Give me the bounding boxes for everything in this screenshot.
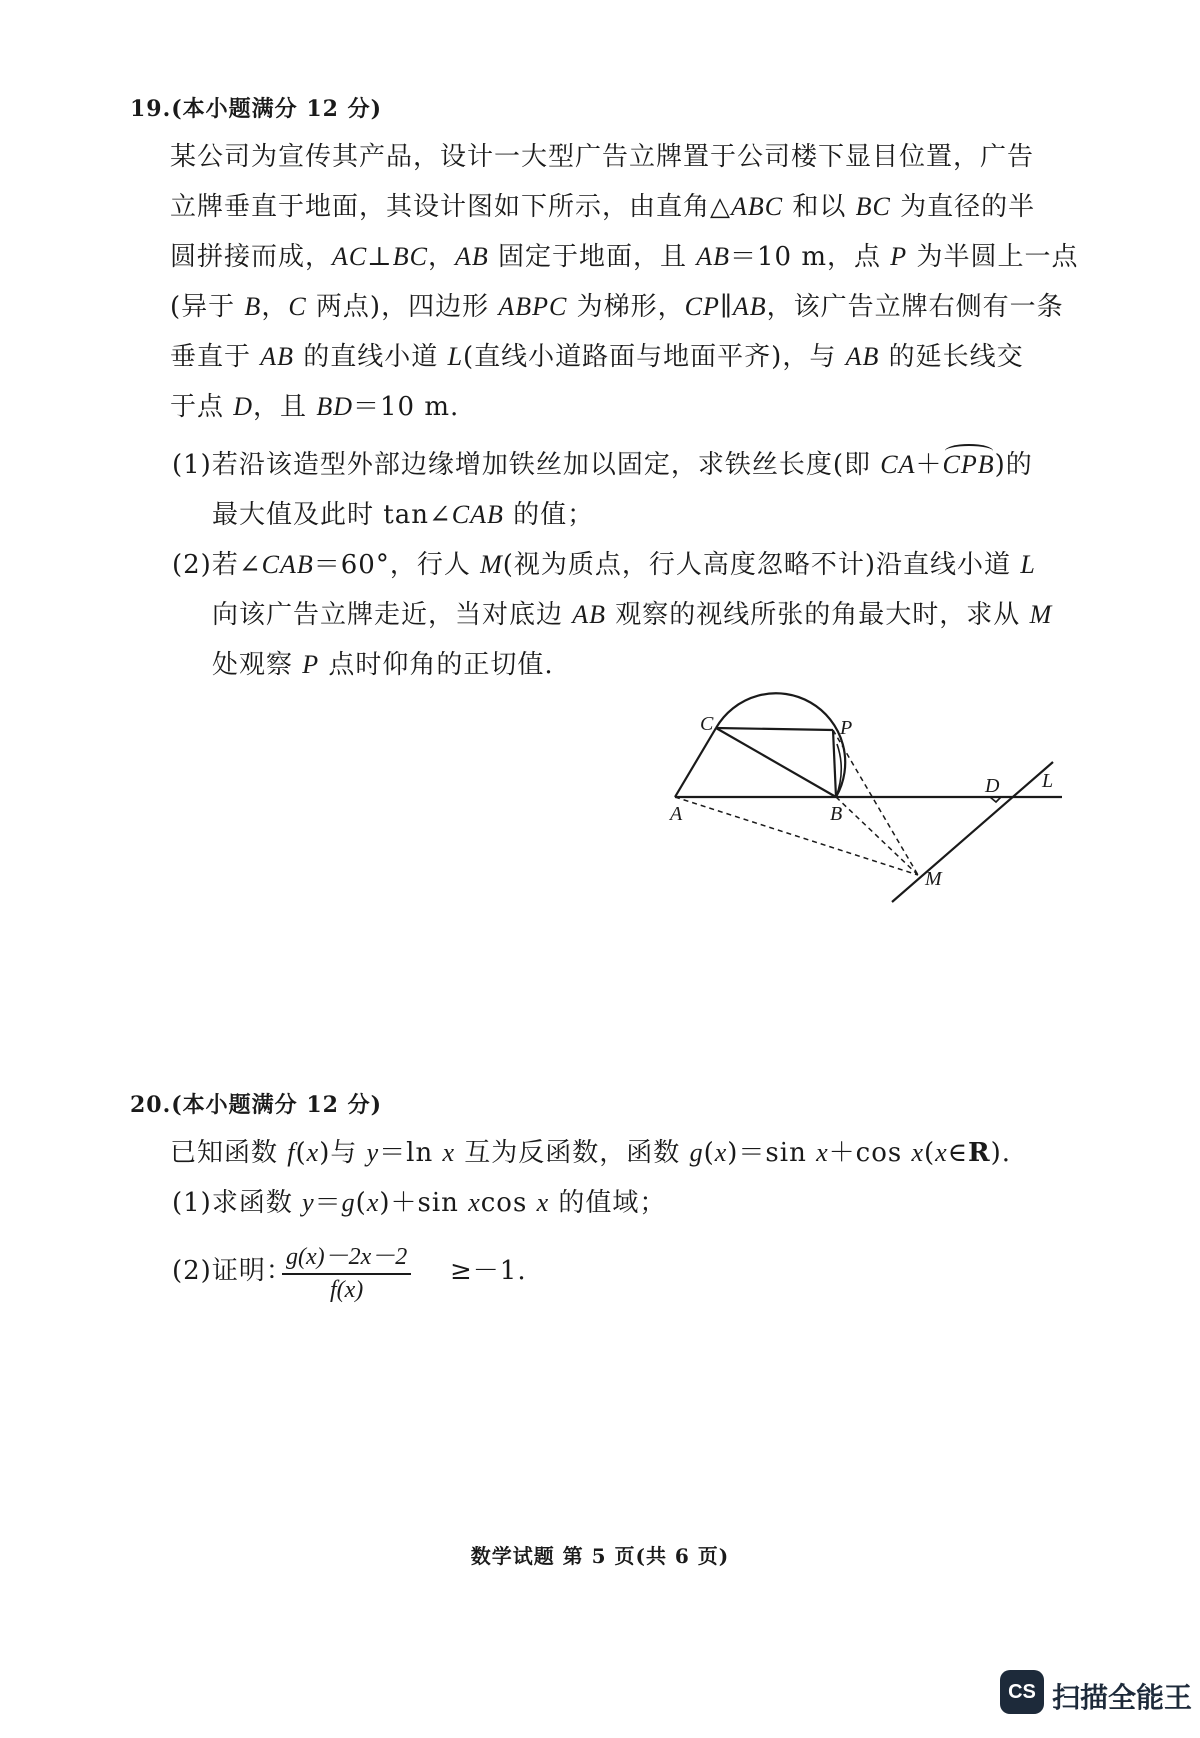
sightline-bm	[836, 797, 918, 875]
camscanner-watermark-text: 扫描全能王	[1052, 1682, 1193, 1713]
q19-line-1: 某公司为宣传其产品，设计一大型广告立牌置于公司楼下显目位置，广告	[170, 142, 1035, 172]
label-b: B	[830, 803, 843, 825]
q19-part-2: (2)若∠CAB＝60°，行人 M(视为质点，行人高度忽略不计)沿直线小道 L	[172, 550, 1036, 580]
q20-fraction	[282, 1236, 411, 1304]
q19-part-2-cont: 向该广告立牌走近，当对底边 AB 观察的视线所张的角最大时，求从 M	[212, 600, 1053, 630]
label-d: D	[985, 775, 1000, 797]
q20-part-2-rhs: ≥－1.	[450, 1256, 527, 1286]
q19-part-1-cont: 最大值及此时 tan∠CAB 的值；	[212, 500, 595, 530]
camscanner-logo-icon: CS	[1000, 1670, 1044, 1714]
q20-part-1: (1)求函数 y＝g(x)＋sin xcos x 的值域；	[172, 1188, 667, 1218]
q19-line-4: (异于 B，C 两点)，四边形 ABPC 为梯形，CP∥AB，该广告立牌右侧有一条	[170, 292, 1064, 322]
label-a: A	[670, 803, 683, 825]
road-l	[892, 762, 1053, 902]
q19-line-6: 于点 D，且 BD＝10 m.	[170, 392, 460, 422]
q20-part-2-label: (2)证明：	[172, 1256, 293, 1286]
q19-part-1: (1)若沿该造型外部边缘增加铁丝加以固定，求铁丝长度(即 CA＋CPB)的	[172, 450, 1033, 480]
segment-ac	[675, 728, 716, 797]
geometry-figure	[650, 680, 1070, 920]
q19-line-5: 垂直于 AB 的直线小道 L(直线小道路面与地面平齐)，与 AB 的延长线交	[170, 342, 1024, 372]
q19-line-2: 立牌垂直于地面，其设计图如下所示，由直角△ABC 和以 BC 为直径的半	[170, 192, 1036, 222]
page-footer: 数学试题 第 5 页(共 6 页)	[470, 1544, 730, 1568]
semicircle-bc	[716, 693, 845, 797]
q19-header: 19.(本小题满分 12 分)	[130, 96, 383, 122]
q20-line-1: 已知函数 f(x)与 y＝ln x 互为反函数，函数 g(x)＝sin x＋cos x(x∈R).	[170, 1138, 1011, 1168]
sightline-am	[675, 797, 918, 875]
q19-part-2-cont-2: 处观察 P 点时仰角的正切值.	[212, 650, 554, 680]
q20-header: 20.(本小题满分 12 分)	[130, 1092, 383, 1118]
segment-cp	[716, 728, 833, 730]
segment-cb	[716, 728, 836, 797]
label-p: P	[840, 717, 853, 739]
label-m: M	[925, 868, 942, 890]
arc-cpb: CPB	[943, 448, 995, 482]
q19-line-3: 圆拼接而成，AC⊥BC，AB 固定于地面，且 AB＝10 m，点 P 为半圆上一点	[170, 242, 1079, 272]
sightline-pm	[833, 730, 918, 875]
label-c: C	[700, 713, 714, 735]
fraction-denominator: f(x)	[329, 1277, 364, 1303]
fraction-numerator: g(x)－2x－2	[282, 1236, 411, 1275]
segment-pb	[833, 730, 836, 797]
label-l: L	[1042, 770, 1054, 792]
